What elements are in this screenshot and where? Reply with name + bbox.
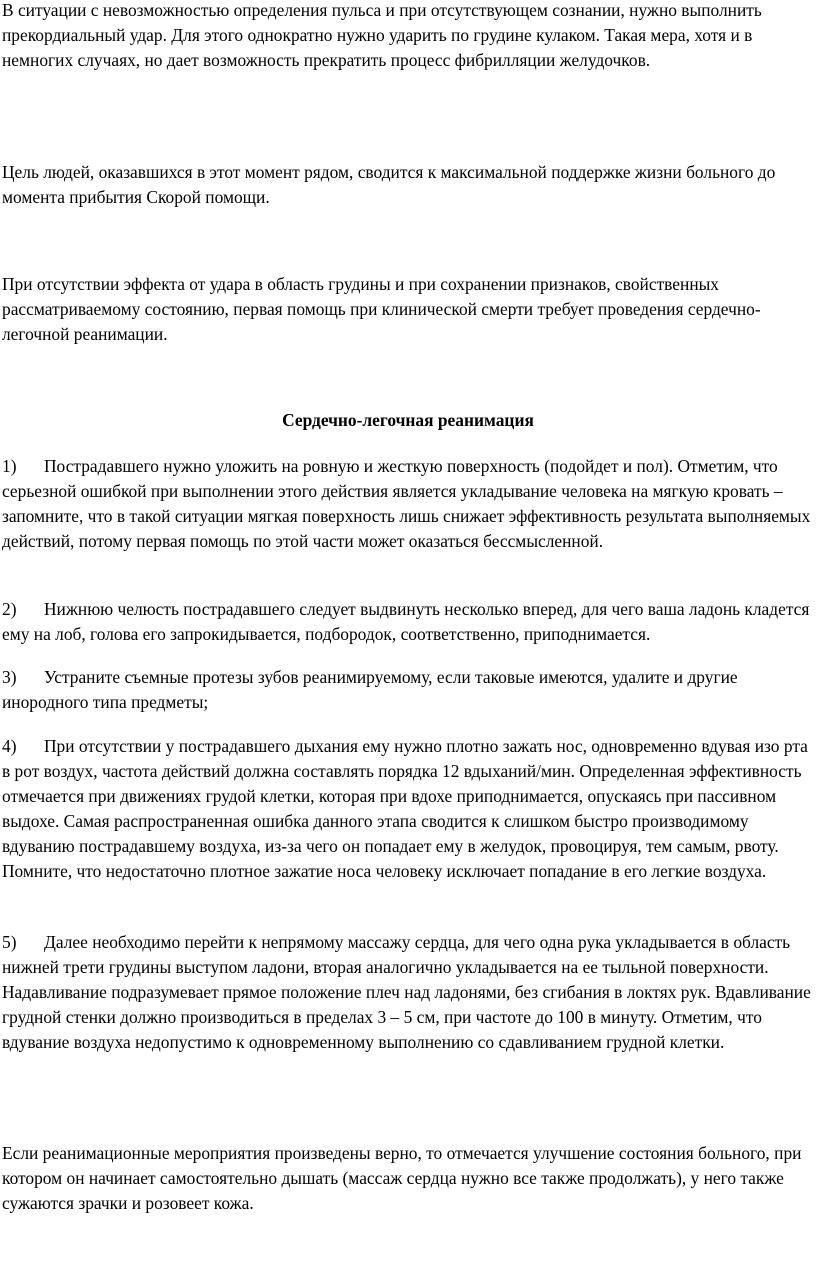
step-item — [2, 665, 814, 715]
step-item — [2, 734, 814, 884]
section-heading: Сердечно-легочная реанимация — [282, 410, 534, 430]
intro-paragraph-cpr-required: При отсутствии эффекта от удара в область грудины и при сохранении признаков, свойственных рассматриваемому состоянию, первая помощь при клинической смерти требует проведения сердечно-легочной реанимации. — [2, 274, 761, 344]
step-text: Пострадавшего нужно уложить на ровную и жесткую поверхность (подойдет и пол). Отметим, что серьезной ошибкой при выполнении этого действия является укладывание человека на мягкую кровать – запомните, что в такой ситуации мягкая поверхность лишь снижает эффективность результата выполняемых действий, потому первая помощь по этой части может оказаться бессмысленной. — [2, 456, 811, 551]
step-item — [2, 454, 814, 554]
step-number: 5) — [2, 932, 17, 952]
intro-paragraph-goal: Цель людей, оказавшихся в этот момент рядом, сводится к максимальной поддержке жизни больного до момента прибытия Скорой помощи. — [2, 162, 776, 207]
step-number: 3) — [2, 667, 17, 687]
step-number: 2) — [2, 599, 17, 619]
closing-paragraph: Если реанимационные мероприятия произведены верно, то отмечается улучшение состояния больного, при котором он начинает самостоятельно дышать (массаж сердца нужно все также продолжать), у него также сужаются зрачки и розовеет кожа. — [2, 1143, 802, 1213]
step-text: Далее необходимо перейти к непрямому массажу сердца, для чего одна рука укладывается в область нижней трети грудины выступом ладони, вторая аналогично укладывается на ее тыльной поверхности. Надавливание подразумевает прямое положение плеч над ладонями, без сгибания в локтях рук. Вдавливание грудной стенки должно производиться в пределах 3 – 5 см, при частоте до 100 в минуту. Отметим, что вдувание воздуха недопустимо к одновременному выполнению со сдавливанием грудной клетки. — [2, 932, 811, 1052]
step-text: Устраните съемные протезы зубов реанимируемому, если таковые имеются, удалите и другие инородного типа предметы; — [2, 667, 738, 712]
step-item — [2, 597, 814, 647]
step-number: 4) — [2, 736, 17, 756]
step-item — [2, 930, 814, 1055]
intro-paragraph-precordial-strike: В ситуации с невозможностью определения пульса и при отсутствующем сознании, нужно выполнить прекордиальный удар. Для этого однократно нужно ударить по грудине кулаком. Такая мера, хотя и в немногих случаях, но дает возможность прекратить процесс фибрилляции желудочков. — [2, 0, 762, 70]
step-number: 1) — [2, 456, 17, 476]
step-text: Нижнюю челюсть пострадавшего следует выдвинуть несколько вперед, для чего ваша ладонь кладется ему на лоб, голова его запрокидывается, подбородок, соответственно, приподнимается. — [2, 599, 810, 644]
step-text: При отсутствии у пострадавшего дыхания ему нужно плотно зажать нос, одновременно вдувая изо рта в рот воздух, частота действий должна составлять порядка 12 вдыханий/мин. Определенная эффективность отмечается при движениях грудой клетки, которая при вдохе приподнимается, опускаясь при пассивном выдохе. Самая распространенная ошибка данного этапа сводится к слишком быстро производимому вдуванию пострадавшему воздуха, из-за чего он попадает ему в желудок, провоцируя, тем самым, рвоту. Помните, что недостаточно плотное зажатие носа человеку исключает попадание в его легкие воздуха. — [2, 736, 808, 881]
